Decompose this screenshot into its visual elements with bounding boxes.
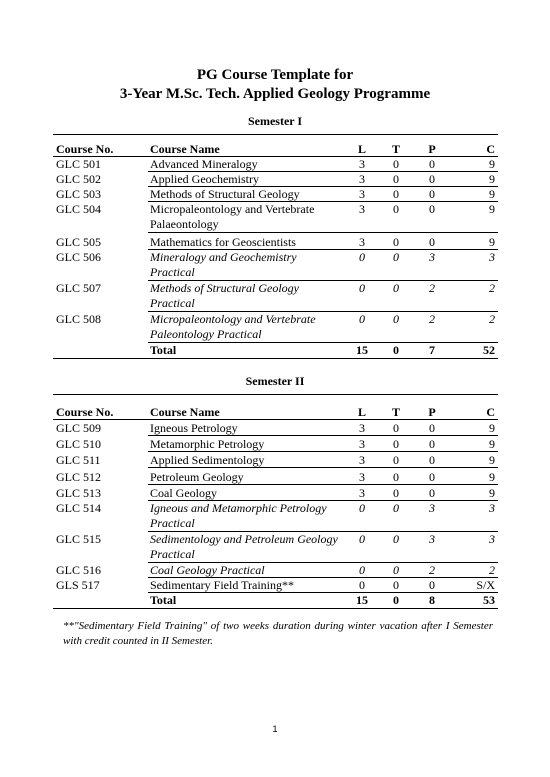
credits: 9 <box>489 453 495 467</box>
practical-hours: 3 <box>429 532 435 546</box>
course-name: Applied Sedimentology <box>150 453 265 467</box>
total-label: Total <box>150 343 177 357</box>
course-name-continued: Practical <box>150 547 195 561</box>
course-name: Micropaleontology and Vertebrate <box>150 312 316 326</box>
course-no: GLS 517 <box>56 578 100 592</box>
course-name-continued: Practical <box>150 516 195 530</box>
tutorial-hours: 0 <box>393 235 399 249</box>
course-name: Coal Geology <box>150 486 217 500</box>
course-no: GLC 512 <box>56 470 101 484</box>
lecture-hours: 3 <box>359 187 365 201</box>
practical-hours: 2 <box>429 312 435 326</box>
course-name: Sedimentary Field Training** <box>150 578 294 592</box>
course-name: Petroleum Geology <box>150 470 244 484</box>
tutorial-hours: 0 <box>393 453 399 467</box>
table-bottom-rule <box>53 608 498 609</box>
lecture-hours: 0 <box>359 312 365 326</box>
header-t: T <box>391 405 400 419</box>
practical-hours: 0 <box>429 470 435 484</box>
header-course-no: Course No. <box>56 405 114 419</box>
credits: 3 <box>489 250 495 264</box>
course-no: GLC 509 <box>56 421 101 435</box>
table-top-rule <box>53 394 498 395</box>
course-no: GLC 510 <box>56 437 101 451</box>
total-lecture: 15 <box>356 343 368 357</box>
tutorial-hours: 0 <box>393 470 399 484</box>
credits: 3 <box>489 532 495 546</box>
lecture-hours: 3 <box>359 202 365 216</box>
course-name: Sedimentology and Petroleum Geology <box>150 532 338 546</box>
course-name-continued: Palaeontology <box>150 217 219 231</box>
tutorial-hours: 0 <box>393 202 399 216</box>
practical-hours: 0 <box>429 187 435 201</box>
credits: 9 <box>489 235 495 249</box>
credits: 3 <box>489 501 495 515</box>
tutorial-hours: 0 <box>393 250 399 264</box>
header-l: L <box>357 405 366 419</box>
course-no: GLC 508 <box>56 312 101 326</box>
tutorial-hours: 0 <box>393 501 399 515</box>
credits: 9 <box>489 470 495 484</box>
tutorial-hours: 0 <box>393 563 399 577</box>
total-label: Total <box>150 593 177 607</box>
row-rule <box>148 342 498 343</box>
table-top-rule <box>53 134 498 135</box>
total-practical: 8 <box>429 593 435 607</box>
course-no: GLC 507 <box>56 281 101 295</box>
tutorial-hours: 0 <box>393 486 399 500</box>
lecture-hours: 0 <box>359 578 365 592</box>
lecture-hours: 3 <box>359 486 365 500</box>
lecture-hours: 0 <box>359 281 365 295</box>
document-title-line2: 3-Year M.Sc. Tech. Applied Geology Programme <box>119 86 431 102</box>
header-l: L <box>357 142 366 156</box>
practical-hours: 0 <box>429 578 435 592</box>
course-no: GLC 505 <box>56 235 101 249</box>
course-no: GLC 515 <box>56 532 101 546</box>
course-name-continued: Paleontology Practical <box>150 327 262 341</box>
lecture-hours: 3 <box>359 437 365 451</box>
course-name: Micropaleontology and Vertebrate <box>150 202 315 216</box>
credits: 9 <box>489 486 495 500</box>
course-name: Methods of Structural Geology <box>150 281 299 295</box>
credits: 2 <box>489 563 495 577</box>
header-course-no: Course No. <box>56 142 114 156</box>
header-course-name: Course Name <box>150 405 220 419</box>
course-name: Advanced Mineralogy <box>150 157 258 171</box>
total-tutorial: 0 <box>393 343 399 357</box>
header-rule <box>53 419 498 420</box>
row-rule <box>148 451 498 452</box>
semester-2-table <box>53 394 498 614</box>
header-p: P <box>428 142 436 156</box>
course-no: GLC 516 <box>56 563 101 577</box>
course-name: Metamorphic Petrology <box>150 437 265 451</box>
semester-1-table <box>53 134 498 364</box>
course-name: Mineralogy and Geochemistry <box>150 250 297 264</box>
practical-hours: 2 <box>429 563 435 577</box>
tutorial-hours: 0 <box>393 532 399 546</box>
credits: 9 <box>489 187 495 201</box>
course-no: GLC 501 <box>56 157 101 171</box>
practical-hours: 3 <box>429 250 435 264</box>
credits: S/X <box>476 578 495 592</box>
tutorial-hours: 0 <box>393 187 399 201</box>
practical-hours: 2 <box>429 281 435 295</box>
lecture-hours: 0 <box>359 501 365 515</box>
practical-hours: 0 <box>429 235 435 249</box>
practical-hours: 0 <box>429 421 435 435</box>
course-no: GLC 504 <box>56 202 101 216</box>
credits: 2 <box>489 281 495 295</box>
lecture-hours: 3 <box>359 157 365 171</box>
practical-hours: 0 <box>429 486 435 500</box>
course-name: Igneous Petrology <box>150 421 238 435</box>
tutorial-hours: 0 <box>393 312 399 326</box>
practical-hours: 0 <box>429 202 435 216</box>
credits: 9 <box>489 172 495 186</box>
course-no: GLC 502 <box>56 172 101 186</box>
credits: 9 <box>489 421 495 435</box>
row-rule <box>148 484 498 485</box>
lecture-hours: 0 <box>359 250 365 264</box>
practical-hours: 0 <box>429 157 435 171</box>
credits: 9 <box>489 157 495 171</box>
course-no: GLC 513 <box>56 486 101 500</box>
total-lecture: 15 <box>356 593 368 607</box>
semester-1-title: Semester I <box>247 114 303 128</box>
course-no: GLC 506 <box>56 250 101 264</box>
course-no: GLC 503 <box>56 187 101 201</box>
tutorial-hours: 0 <box>393 281 399 295</box>
tutorial-hours: 0 <box>393 437 399 451</box>
lecture-hours: 3 <box>359 453 365 467</box>
lecture-hours: 3 <box>359 235 365 249</box>
tutorial-hours: 0 <box>393 157 399 171</box>
row-rule <box>148 232 498 233</box>
practical-hours: 0 <box>429 453 435 467</box>
lecture-hours: 3 <box>359 421 365 435</box>
credits: 9 <box>489 437 495 451</box>
course-name: Methods of Structural Geology <box>150 187 300 201</box>
credits: 9 <box>489 202 495 216</box>
total-credits: 53 <box>483 593 495 607</box>
course-no: GLC 511 <box>56 453 101 467</box>
tutorial-hours: 0 <box>393 421 399 435</box>
table-bottom-rule <box>53 358 498 359</box>
header-course-name: Course Name <box>150 142 220 156</box>
total-credits: 52 <box>483 343 495 357</box>
practical-hours: 0 <box>429 172 435 186</box>
footnote: **"Sedimentary Field Training" of two weeks duration during winter vacation after I Semester with credit counted in II Semester. <box>63 620 493 647</box>
credits: 2 <box>489 312 495 326</box>
header-c: C <box>486 405 495 419</box>
lecture-hours: 3 <box>359 172 365 186</box>
lecture-hours: 3 <box>359 470 365 484</box>
total-tutorial: 0 <box>393 593 399 607</box>
course-name: Applied Geochemistry <box>150 172 259 186</box>
row-rule <box>148 467 498 468</box>
page-number: 1 <box>272 724 278 734</box>
practical-hours: 0 <box>429 437 435 451</box>
document-title-line1: PG Course Template for <box>196 67 354 83</box>
header-c: C <box>486 142 495 156</box>
header-p: P <box>428 405 436 419</box>
practical-hours: 3 <box>429 501 435 515</box>
course-no: GLC 514 <box>56 501 101 515</box>
course-name-continued: Practical <box>150 265 195 279</box>
total-practical: 7 <box>429 343 435 357</box>
tutorial-hours: 0 <box>393 172 399 186</box>
lecture-hours: 0 <box>359 532 365 546</box>
course-name: Igneous and Metamorphic Petrology <box>150 501 327 515</box>
lecture-hours: 0 <box>359 563 365 577</box>
semester-2-title: Semester II <box>245 374 305 388</box>
row-rule <box>148 592 498 593</box>
course-name-continued: Practical <box>150 296 195 310</box>
row-rule <box>148 435 498 436</box>
course-name: Mathematics for Geoscientists <box>150 235 296 249</box>
course-name: Coal Geology Practical <box>150 563 265 577</box>
tutorial-hours: 0 <box>393 578 399 592</box>
header-t: T <box>391 142 400 156</box>
